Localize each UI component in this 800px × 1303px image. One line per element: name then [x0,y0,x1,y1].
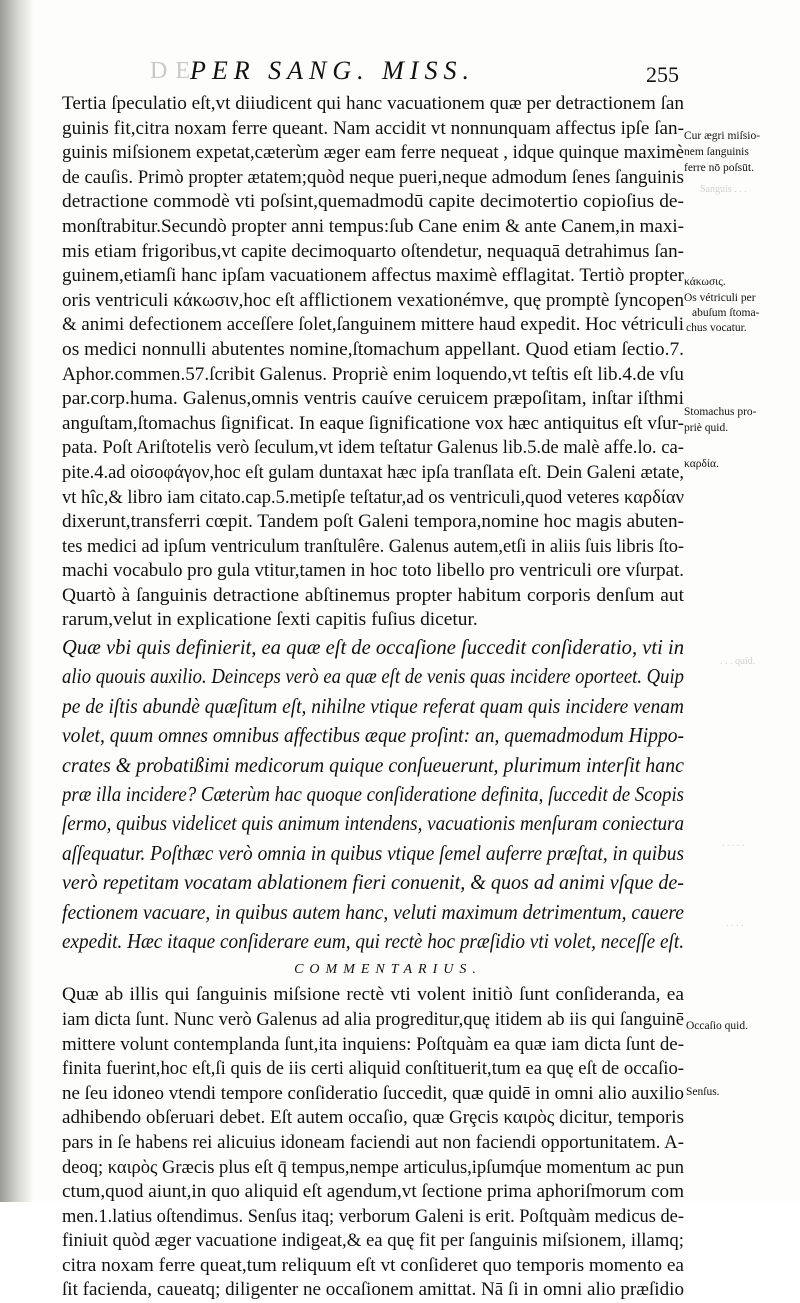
italic-line: Quæ vbi quis definierit, ea quæ eſt de occaſione ſuccedit conſideratio, vti in [62,635,684,660]
bleed-through-note: Sanguis . . . [700,184,747,195]
page-number: 255 [646,62,679,87]
text-line: monſtrabitur.Secundò propter anni tempus:ſub Cane enim & ante Canem,in maxi- [62,215,684,237]
text-line: Tertia ſpeculatio eſt,vt diiudicent qui hanc vacuationem quæ per detractionem ſan [62,93,684,114]
bleed-through-text: DE [150,58,198,84]
margin-note: chus vocatur. [686,322,747,334]
italic-line: crates & probatißimi medicorum quique conſueuerunt, plurimum interſit hanc [62,752,684,777]
text-line: guinis miſsionem expetat,cæterùm æger eam ferre nequeat , idque quinque maximè [62,142,684,164]
section-heading: COMMENTARIUS. [294,962,482,978]
text-line: os medici nonnulli abutentes nomine,ſtomachum appellant. Quod etiam ſectio.7. [62,338,684,360]
italic-line: præ illa incidere? Cæterùm hac quoque conſideratione definita, ſuccedit de Scopis [62,782,684,807]
italic-line: fectionem vacuare, in quibus autem hanc, veluti maximum detrimentum, cauere [62,899,684,924]
bleed-through-note: . . . . . [722,838,745,849]
text-column [62,92,684,1303]
text-line: de cauſis. Primò propter ætatem;quòd neque pueri,neque admodum ſenes ſanguinis [62,166,684,188]
commentary-line: citra noxam ferre queat,tum reliquum eſt vt conſideret quo temporis momento ea [62,1254,684,1276]
commentary-line: Quæ ab illis qui ſanguinis miſsione rectè vti volent initiò ſunt conſideranda, ea [62,984,684,1006]
margin-note: κάκωσις. [684,276,726,288]
commentary-line: iam dicta ſunt. Nunc verò Galenus ad alia progreditur,quę itidem ab iis qui ſanguinē [62,1008,684,1030]
body-paragraph [62,92,684,633]
text-line: & animi defectionem acceſſere ſolet,ſanguinem mittere haud expedit. Hoc vétriculi [62,314,684,336]
margin-note: Stomachus pro- [684,406,757,418]
running-head-title: PER SANG. MISS. [190,56,475,85]
text-line: oris ventriculi κάκωσιν,hoc eſt afflictionem vexationémve, quę promptè ſyncopen [62,289,684,311]
italic-line: alio quouis auxilio. Deinceps verò ea quæ eſt de venis quas incidere oporteet. Quip [62,664,684,689]
galen-text-italic [62,633,684,956]
margin-note: ferre nō poſsūt. [684,162,754,174]
commentary-paragraph [62,983,684,1303]
commentary-line: ne ſeu idoneo vtendi tempore conſideratio ſuccedit, quæ quidē in omni alio auxilio [62,1082,684,1104]
margin-note: nem ſanguinis [684,146,749,158]
commentary-line: deoq; καιρὸς Græcis plus eſt q̄ tempus,nempe articulus,ipſumq́ue momentum ac pun [62,1156,684,1178]
margin-note: priè quid. [684,422,729,434]
commentary-line: adhibendo obſeruari debet. Eſt autem occaſio, quæ Grȩcis καιρὸς dicitur, temporis [62,1107,684,1129]
italic-line: volet, quum omnes omnibus affectibus æque proſint: an, quemadmodum Hippo- [62,723,684,748]
text-line: detractione commodè vti poſsint,quemadmodū capite decimotertio copioſius de- [62,191,684,213]
margin-note: Cur ægri miſsio- [684,130,761,142]
margin-note: abuſum ſtoma- [692,307,760,319]
bleed-through-note: . . . . [726,918,744,929]
text-line: anguſtam,ſtomachus ſignificat. In eaque ſignificatione vox hæc antiquitus eſt vſur- [62,412,684,434]
text-line: rarum,velut in explicatione ſexti capitis fuſius dicetur. [62,609,478,631]
text-line: dixerunt,transferri cœpit. Tandem poſt Galeni tempora,nomine hoc magis abuten- [62,511,684,533]
text-line: guinis fit,citra noxam ferre queant. Nam accidit vt nonnunquam affectus ipſe ſan- [62,117,684,139]
italic-line: expedit. Hæc itaque conſiderare eum, qui rectè hoc præſidio vti volet, neceſſe eſt. [62,928,684,953]
text-line: vt hîc,& libro iam citato.cap.5.metipſe teſtatur,ad os ventriculi,quod veteres καρδίαν [62,486,684,508]
text-line: mis etiam frigoribus,vt capite decimoquarto oſtendetur, nequaquā detrahimus ſan- [62,240,684,262]
italic-line: aſſequatur. Poſthæc verò omnia in quibus vtique ſemel auferre præſtat, in quibus [62,840,684,865]
margin-note: καρδία. [684,458,719,470]
page-gutter-shadow [0,0,34,1202]
commentary-line: ſit facienda, caueatq; diligenter ne occaſionem amittat. Nā ſi in omni alio præſidio [62,1279,684,1301]
italic-line: verò repetitam vocatam ablationem fieri conuenit, & quos ad animi vſque de- [62,870,684,895]
commentary-line: mittere volunt contemplanda ſunt,ita inquiens: Poſtquàm ea quæ iam dicta ſunt de- [62,1033,684,1055]
text-line: par.corp.huma. Galenus,omnis ventris cauíve ceruicem præpoſitam, inſtar iſthmi [62,388,684,410]
commentary-line: ctum,quod aiunt,in quo aliquid eſt agendum,vt ſectione prima aphoriſmorum com [62,1181,684,1203]
running-head [150,56,710,92]
text-line: machi vocabulo pro gula vtitur,tamen in hoc toto libello pro ventriculi ore vſurpat. [62,560,684,582]
italic-line: ſermo, quibus videlicet quis animum intendens, vacuationis menſuram coniectura [62,811,684,836]
italic-line: pe de iſtis abundè quæſitum eſt, nihilne vtique referat quam quis incidere venam [62,693,684,718]
text-line: tes medici ad ipſum ventriculum tranſtulêre. Galenus autem,etſi in aliis ſuis libris ſto- [62,535,684,557]
margin-note: Senſus. [686,1086,720,1098]
text-line: Aphor.commen.57.ſcribit Galenus. Propriè enim loquendo,vt teſtis eſt lib.4.de vſu [62,363,684,385]
margin-note: Os vétriculi per [684,292,756,304]
text-line: pite.4.ad οἰσοφάγον,hoc eſt gulam duntaxat hæc ipſa tranſlata eſt. Dein Galeni ætate, [62,461,684,483]
commentary-line: finita fuerint,hoc eſt,ſi quis de iis certi aliquid conſtituerit,tum ea quę eſt de occaſio- [62,1058,684,1080]
commentary-line: finiuit quòd æger vacuatione indigeat,& ea quę fit per ſanguinis miſsionem, illamq; [62,1230,684,1252]
commentary-line: men.1.latius oſtendimus. Senſus itaq; verborum Galeni is erit. Poſtquàm medicus de- [62,1205,684,1227]
margin-note: Occaſio quid. [686,1020,748,1032]
commentary-line: pars in ſe habens rei alicuius idoneam faciendi aut non faciendi opportunitatem. A- [62,1131,684,1153]
text-line: pata. Poſt Ariſtotelis verò ſeculum,vt idem teſtatur Galenus lib.5.de malè affe.lo. ca- [62,437,684,459]
text-line: guinem,etiamſi hanc ipſam vacuationem affectus maximè efflagitat. Tertiò propter [62,265,684,287]
bleed-through-note: . . . quid. [720,656,756,667]
text-line: Quartò à ſanguinis detractione abſtinemus propter habitum corporis denſum aut [62,584,684,606]
